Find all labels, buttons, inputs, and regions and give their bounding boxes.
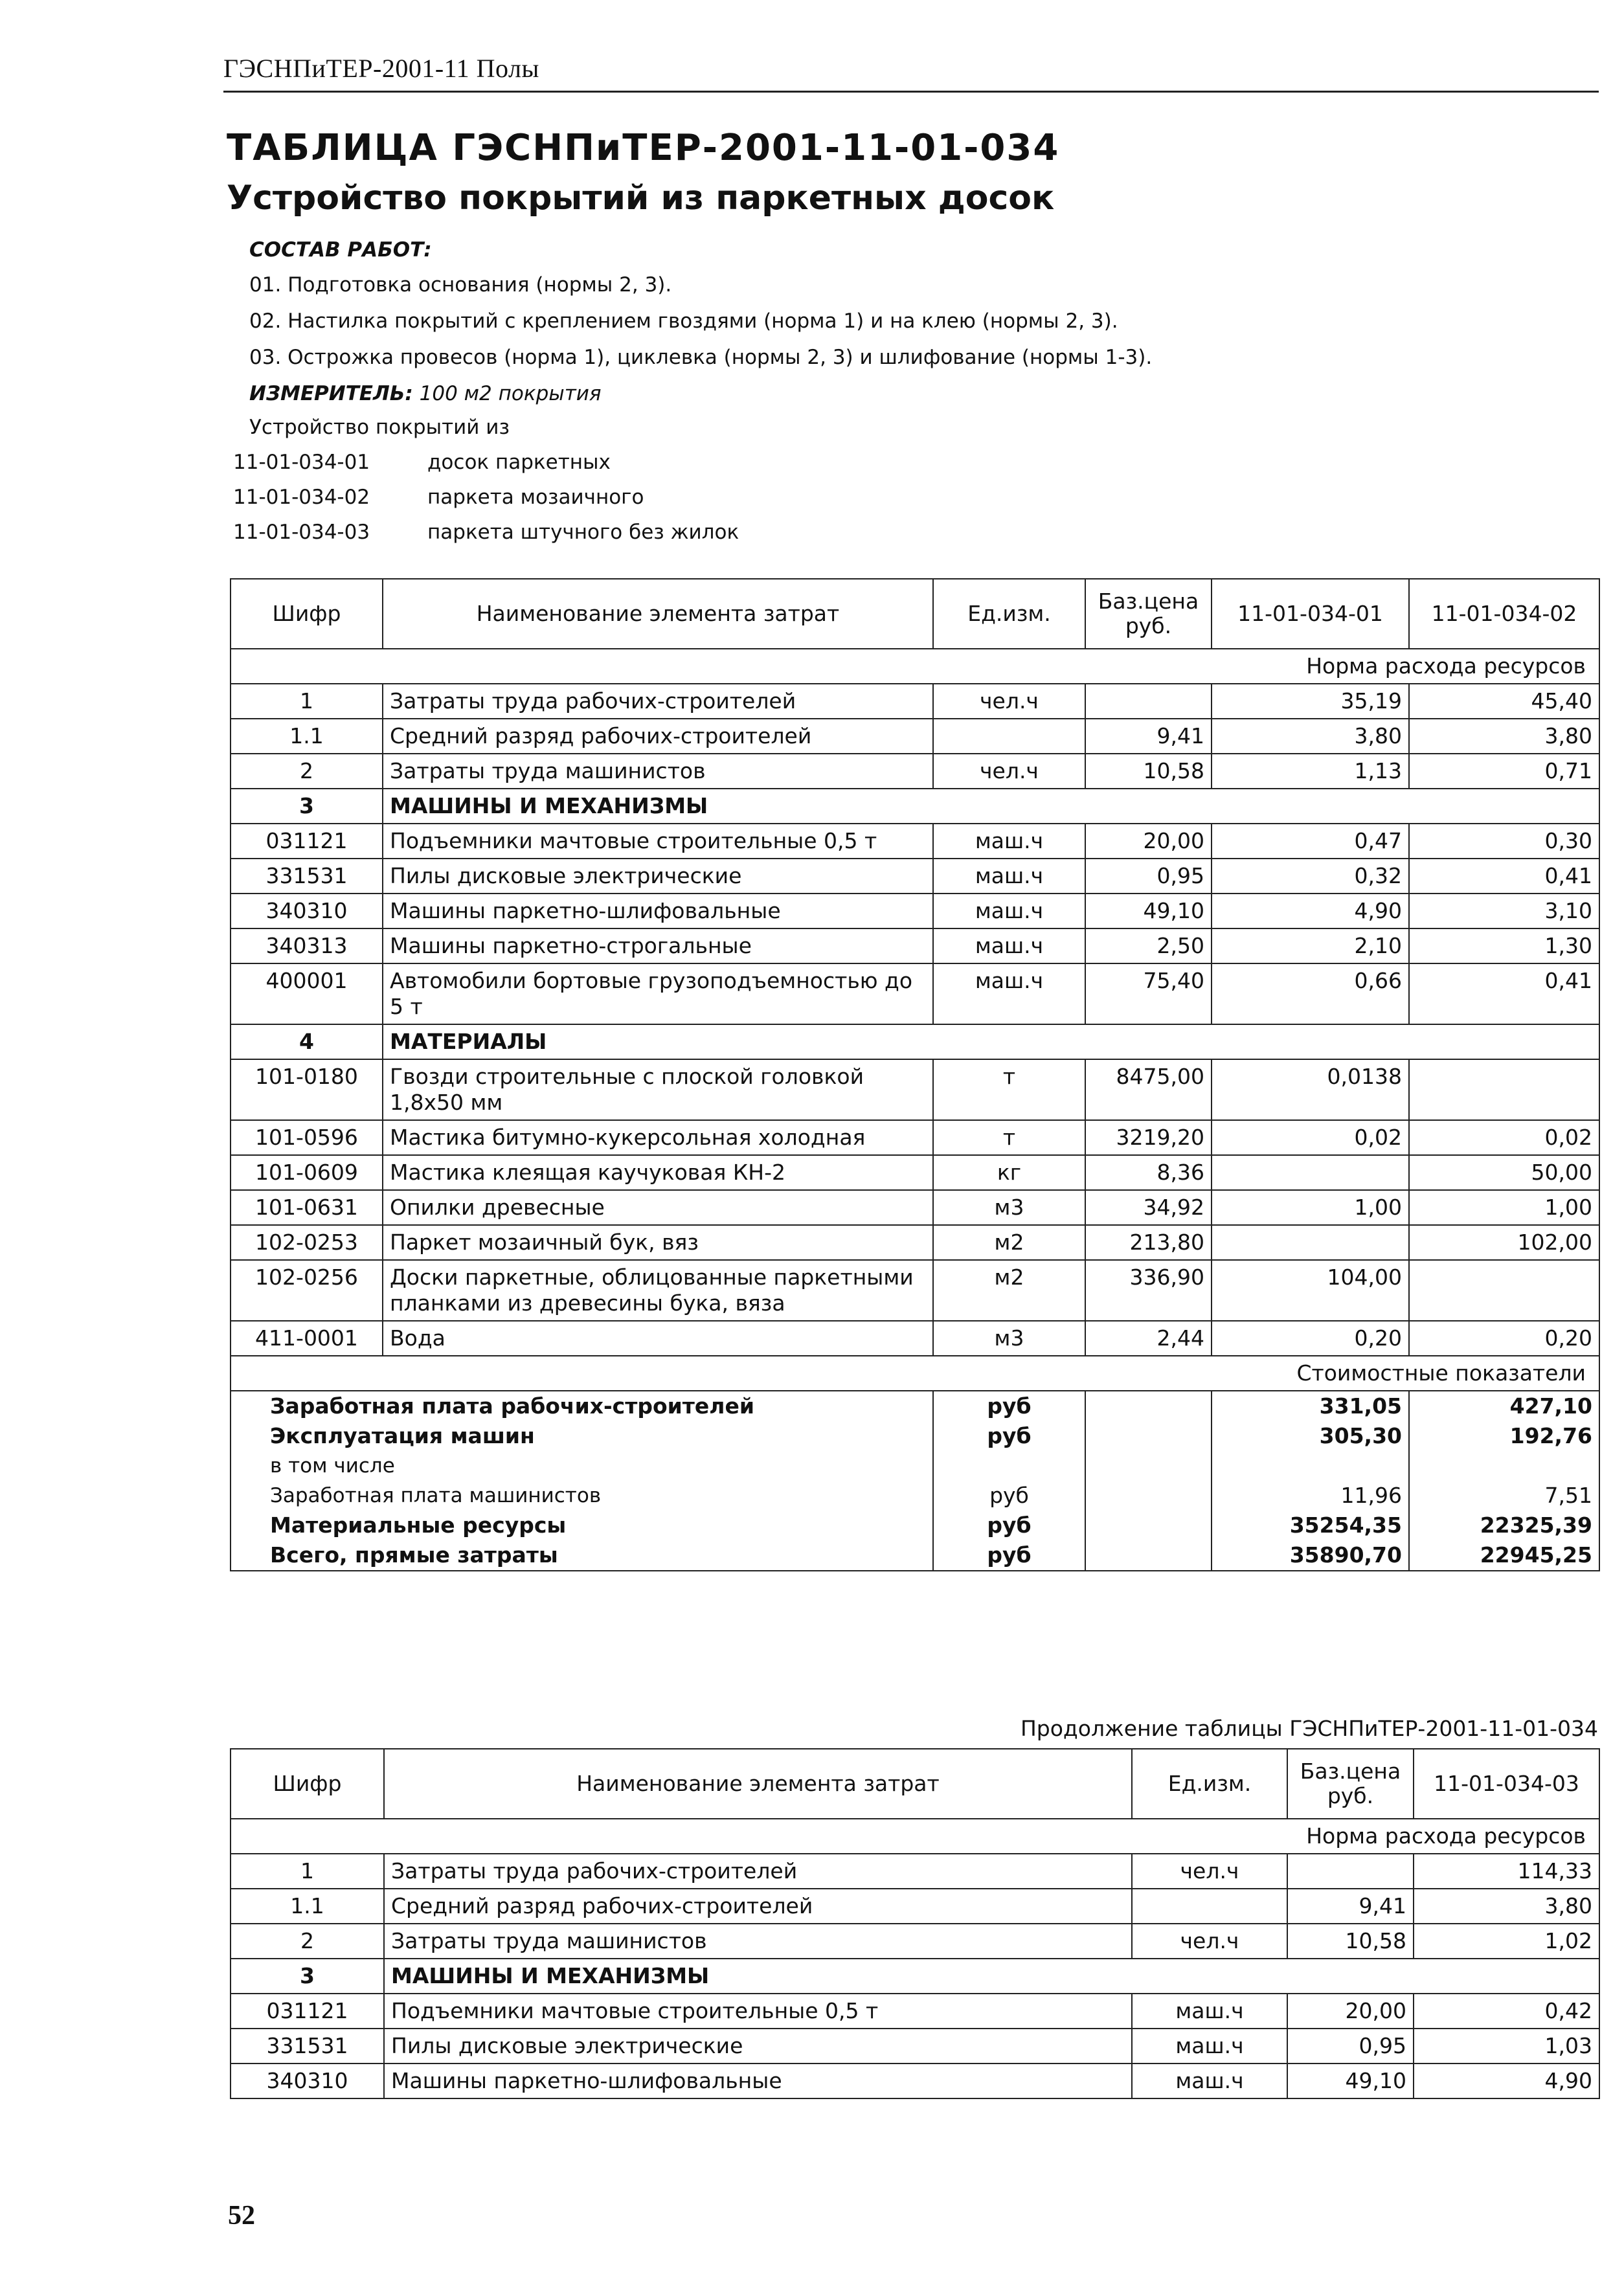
row-unit: м2 xyxy=(933,1260,1085,1321)
cost-row xyxy=(231,1540,1599,1571)
measure-value: 100 м2 покрытия xyxy=(419,382,602,405)
table-header-row xyxy=(231,579,1599,649)
row-unit: кг xyxy=(933,1155,1085,1190)
row-value-col2 xyxy=(1409,1260,1599,1321)
row-value-col1: 4,90 xyxy=(1212,894,1409,928)
table-subtitle: Устройство покрытий из паркетных досок xyxy=(227,179,1055,218)
cost-price-empty xyxy=(1085,1481,1212,1511)
row-value-col3: 1,02 xyxy=(1414,1924,1599,1959)
row-price: 336,90 xyxy=(1085,1260,1212,1321)
row-name: Пилы дисковые электрические xyxy=(384,2029,1132,2064)
row-unit: маш.ч xyxy=(933,963,1085,1024)
row-value-col2: 0,02 xyxy=(1409,1120,1599,1155)
norm-code-line-1 xyxy=(233,451,611,474)
row-value-col1 xyxy=(1212,1155,1409,1190)
row-price: 8475,00 xyxy=(1085,1059,1212,1120)
cost-price-empty xyxy=(1085,1391,1212,1421)
row-value-col2: 3,10 xyxy=(1409,894,1599,928)
row-value-col1: 104,00 xyxy=(1212,1260,1409,1321)
section-number: 3 xyxy=(231,789,383,824)
cost-value-col1: 35254,35 xyxy=(1212,1511,1409,1540)
row-value-col1: 0,02 xyxy=(1212,1120,1409,1155)
row-price: 20,00 xyxy=(1287,1994,1414,2029)
cost-name: Материальные ресурсы xyxy=(231,1511,933,1540)
row-name: Вода xyxy=(383,1321,933,1356)
row-name: Средний разряд рабочих-строителей xyxy=(384,1889,1132,1924)
cost-value-col1: 35890,70 xyxy=(1212,1540,1409,1571)
row-value-col1: 35,19 xyxy=(1212,684,1409,719)
row-unit: чел.ч xyxy=(1132,1924,1287,1959)
stoimost-band-row xyxy=(231,1356,1599,1391)
measure-line xyxy=(249,382,602,405)
row-unit: маш.ч xyxy=(1132,1994,1287,2029)
resource-table-main xyxy=(230,578,1600,1571)
row-name: Мастика битумно-кукерсольная холодная xyxy=(383,1120,933,1155)
table-row xyxy=(231,2064,1599,2098)
row-code: 1.1 xyxy=(231,719,383,754)
row-value-col2: 50,00 xyxy=(1409,1155,1599,1190)
row-value-col1: 0,0138 xyxy=(1212,1059,1409,1120)
row-price: 10,58 xyxy=(1287,1924,1414,1959)
row-value-col3: 114,33 xyxy=(1414,1854,1599,1889)
norm-code-line-2 xyxy=(233,486,644,509)
row-value-col2: 45,40 xyxy=(1409,684,1599,719)
norma-band-row xyxy=(231,1819,1599,1854)
measure-label: ИЗМЕРИТЕЛЬ: xyxy=(249,382,413,405)
table-row xyxy=(231,1321,1599,1356)
row-name: Затраты труда машинистов xyxy=(383,754,933,789)
stoimost-band: Стоимостные показатели xyxy=(231,1356,1599,1391)
row-code: 101-0596 xyxy=(231,1120,383,1155)
row-code: 2 xyxy=(231,754,383,789)
row-value-col1: 2,10 xyxy=(1212,928,1409,963)
table-row xyxy=(231,1190,1599,1225)
row-price: 49,10 xyxy=(1287,2064,1414,2098)
row-value-col2: 1,00 xyxy=(1409,1190,1599,1225)
row-code: 1 xyxy=(231,1854,384,1889)
row-value-col3: 1,03 xyxy=(1414,2029,1599,2064)
cost-price-empty xyxy=(1085,1451,1212,1481)
row-price: 213,80 xyxy=(1085,1225,1212,1260)
table-row xyxy=(231,719,1599,754)
row-value-col3: 0,42 xyxy=(1414,1994,1599,2029)
row-price: 8,36 xyxy=(1085,1155,1212,1190)
table-row xyxy=(231,1854,1599,1889)
table-row xyxy=(231,963,1599,1024)
norm-code: 11-01-034-02 xyxy=(233,486,370,509)
row-name: Подъемники мачтовые строительные 0,5 т xyxy=(383,824,933,859)
cost-value-col2: 427,10 xyxy=(1409,1391,1599,1421)
row-name: Мастика клеящая каучуковая КН-2 xyxy=(383,1155,933,1190)
header-name: Наименование элемента затрат xyxy=(384,1749,1132,1819)
continuation-note: Продолжение таблицы ГЭСНПиТЕР-2001-11-01-034 xyxy=(1020,1716,1598,1741)
section-row xyxy=(231,789,1599,824)
row-code: 1 xyxy=(231,684,383,719)
header-unit: Ед.изм. xyxy=(933,579,1085,649)
work-item-3: 03. Острожка провесов (норма 1), циклевка (нормы 2, 3) и шлифование (нормы 1-3). xyxy=(249,346,1153,369)
row-value-col1: 1,00 xyxy=(1212,1190,1409,1225)
norm-code: 11-01-034-03 xyxy=(233,521,370,544)
row-unit: маш.ч xyxy=(1132,2029,1287,2064)
row-value-col2: 0,20 xyxy=(1409,1321,1599,1356)
row-value-col1: 0,20 xyxy=(1212,1321,1409,1356)
norm-code-name: паркета мозаичного xyxy=(427,486,644,509)
row-name: Затраты труда рабочих-строителей xyxy=(384,1854,1132,1889)
row-price: 9,41 xyxy=(1287,1889,1414,1924)
row-name: Машины паркетно-шлифовальные xyxy=(384,2064,1132,2098)
cost-unit: руб xyxy=(933,1511,1085,1540)
row-name: Гвозди строительные с плоской головкой 1,8х50 мм xyxy=(383,1059,933,1120)
row-name: Подъемники мачтовые строительные 0,5 т xyxy=(384,1994,1132,2029)
row-value-col2: 102,00 xyxy=(1409,1225,1599,1260)
row-unit xyxy=(933,719,1085,754)
row-price: 34,92 xyxy=(1085,1190,1212,1225)
table-row xyxy=(231,1994,1599,2029)
norma-band: Норма расхода ресурсов xyxy=(231,1819,1599,1854)
table-row xyxy=(231,1059,1599,1120)
work-item-2: 02. Настилка покрытий с креплением гвоздями (норма 1) и на клею (нормы 2, 3). xyxy=(249,309,1118,333)
header-name: Наименование элемента затрат xyxy=(383,579,933,649)
table-row xyxy=(231,1924,1599,1959)
row-value-col2: 1,30 xyxy=(1409,928,1599,963)
cost-value-col2: 192,76 xyxy=(1409,1421,1599,1451)
table-row xyxy=(231,1889,1599,1924)
header-rule xyxy=(223,91,1599,93)
construction-intro: Устройство покрытий из xyxy=(249,416,510,439)
table-row xyxy=(231,1155,1599,1190)
cost-price-empty xyxy=(1085,1421,1212,1451)
row-price: 9,41 xyxy=(1085,719,1212,754)
cost-value-col1: 305,30 xyxy=(1212,1421,1409,1451)
row-name: Доски паркетные, облицованные паркетными планками из древесины бука, вяза xyxy=(383,1260,933,1321)
norma-band-row xyxy=(231,649,1599,684)
section-title: МАШИНЫ И МЕХАНИЗМЫ xyxy=(384,1959,1599,1994)
row-value-col1: 1,13 xyxy=(1212,754,1409,789)
row-unit: маш.ч xyxy=(933,824,1085,859)
row-price xyxy=(1085,684,1212,719)
row-value-col1: 0,32 xyxy=(1212,859,1409,894)
row-code: 331531 xyxy=(231,2029,384,2064)
row-unit: маш.ч xyxy=(1132,2064,1287,2098)
row-unit: чел.ч xyxy=(933,754,1085,789)
row-unit: м2 xyxy=(933,1225,1085,1260)
table-title: ТАБЛИЦА ГЭСНПиТЕР-2001-11-01-034 xyxy=(227,127,1060,169)
cost-name: Всего, прямые затраты xyxy=(231,1540,933,1571)
row-code: 400001 xyxy=(231,963,383,1024)
row-value-col3: 3,80 xyxy=(1414,1889,1599,1924)
row-value-col2: 0,71 xyxy=(1409,754,1599,789)
norm-code: 11-01-034-01 xyxy=(233,451,370,474)
row-unit: маш.ч xyxy=(933,894,1085,928)
cost-row xyxy=(231,1391,1599,1421)
table-row xyxy=(231,1120,1599,1155)
row-name: Паркет мозаичный бук, вяз xyxy=(383,1225,933,1260)
norma-band: Норма расхода ресурсов xyxy=(231,649,1599,684)
row-code: 031121 xyxy=(231,824,383,859)
page-number: 52 xyxy=(228,2201,255,2231)
row-name: Затраты труда машинистов xyxy=(384,1924,1132,1959)
row-value-col2: 0,41 xyxy=(1409,963,1599,1024)
row-price xyxy=(1287,1854,1414,1889)
table-row xyxy=(231,894,1599,928)
norm-code-name: досок паркетных xyxy=(427,451,611,474)
row-name: Машины паркетно-строгальные xyxy=(383,928,933,963)
cost-name: Заработная плата рабочих-строителей xyxy=(231,1391,933,1421)
header-unit: Ед.изм. xyxy=(1132,1749,1287,1819)
section-title: МАШИНЫ И МЕХАНИЗМЫ xyxy=(383,789,1599,824)
row-code: 1.1 xyxy=(231,1889,384,1924)
cost-unit: руб xyxy=(933,1391,1085,1421)
row-value-col2: 0,41 xyxy=(1409,859,1599,894)
row-unit: м3 xyxy=(933,1321,1085,1356)
row-code: 101-0609 xyxy=(231,1155,383,1190)
row-price: 0,95 xyxy=(1287,2029,1414,2064)
row-unit: маш.ч xyxy=(933,859,1085,894)
row-value-col1 xyxy=(1212,1225,1409,1260)
cost-row xyxy=(231,1481,1599,1511)
cost-row xyxy=(231,1421,1599,1451)
table-row xyxy=(231,1225,1599,1260)
cost-value-col2 xyxy=(1409,1451,1599,1481)
row-price: 49,10 xyxy=(1085,894,1212,928)
row-unit: м3 xyxy=(933,1190,1085,1225)
row-code: 102-0256 xyxy=(231,1260,383,1321)
section-row xyxy=(231,1024,1599,1059)
cost-value-col1 xyxy=(1212,1451,1409,1481)
section-number: 4 xyxy=(231,1024,383,1059)
row-name: Пилы дисковые электрические xyxy=(383,859,933,894)
row-price: 2,44 xyxy=(1085,1321,1212,1356)
cost-row xyxy=(231,1511,1599,1540)
cost-unit xyxy=(933,1451,1085,1481)
cost-name: в том числе xyxy=(231,1451,933,1481)
row-code: 102-0253 xyxy=(231,1225,383,1260)
header-col3: 11-01-034-03 xyxy=(1414,1749,1599,1819)
cost-unit: руб xyxy=(933,1540,1085,1571)
header-shifr: Шифр xyxy=(231,1749,384,1819)
row-code: 340313 xyxy=(231,928,383,963)
section-row xyxy=(231,1959,1599,1994)
row-value-col1: 3,80 xyxy=(1212,719,1409,754)
row-code: 2 xyxy=(231,1924,384,1959)
header-price: Баз.цена руб. xyxy=(1287,1749,1414,1819)
row-value-col2 xyxy=(1409,1059,1599,1120)
row-value-col2: 0,30 xyxy=(1409,824,1599,859)
cost-value-col2: 22325,39 xyxy=(1409,1511,1599,1540)
row-code: 331531 xyxy=(231,859,383,894)
cost-value-col2: 7,51 xyxy=(1409,1481,1599,1511)
row-value-col1: 0,66 xyxy=(1212,963,1409,1024)
row-code: 101-0631 xyxy=(231,1190,383,1225)
norm-code-line-3 xyxy=(233,521,739,544)
row-value-col3: 4,90 xyxy=(1414,2064,1599,2098)
header-shifr: Шифр xyxy=(231,579,383,649)
header-price: Баз.цена руб. xyxy=(1085,579,1212,649)
row-code: 031121 xyxy=(231,1994,384,2029)
cost-name: Заработная плата машинистов xyxy=(231,1481,933,1511)
row-value-col1: 0,47 xyxy=(1212,824,1409,859)
cost-row xyxy=(231,1451,1599,1481)
header-col2: 11-01-034-02 xyxy=(1409,579,1599,649)
table-row xyxy=(231,928,1599,963)
work-composition-label: СОСТАВ РАБОТ: xyxy=(249,238,432,262)
cost-value-col1: 11,96 xyxy=(1212,1481,1409,1511)
row-code: 340310 xyxy=(231,894,383,928)
table-row xyxy=(231,859,1599,894)
row-price: 3219,20 xyxy=(1085,1120,1212,1155)
row-unit: чел.ч xyxy=(933,684,1085,719)
table-row xyxy=(231,754,1599,789)
cost-value-col2: 22945,25 xyxy=(1409,1540,1599,1571)
cost-unit: руб xyxy=(933,1421,1085,1451)
row-code: 101-0180 xyxy=(231,1059,383,1120)
row-value-col2: 3,80 xyxy=(1409,719,1599,754)
row-unit: маш.ч xyxy=(933,928,1085,963)
table-row xyxy=(231,684,1599,719)
row-code: 340310 xyxy=(231,2064,384,2098)
section-title: МАТЕРИАЛЫ xyxy=(383,1024,1599,1059)
row-price: 10,58 xyxy=(1085,754,1212,789)
row-unit: т xyxy=(933,1059,1085,1120)
row-name: Автомобили бортовые грузоподъемностью до 5 т xyxy=(383,963,933,1024)
row-name: Средний разряд рабочих-строителей xyxy=(383,719,933,754)
cost-price-empty xyxy=(1085,1540,1212,1571)
cost-unit: руб xyxy=(933,1481,1085,1511)
cost-price-empty xyxy=(1085,1511,1212,1540)
row-code: 411-0001 xyxy=(231,1321,383,1356)
row-name: Затраты труда рабочих-строителей xyxy=(383,684,933,719)
section-number: 3 xyxy=(231,1959,384,1994)
table-row xyxy=(231,824,1599,859)
row-unit: чел.ч xyxy=(1132,1854,1287,1889)
row-unit: т xyxy=(933,1120,1085,1155)
row-name: Опилки древесные xyxy=(383,1190,933,1225)
table-header-row xyxy=(231,1749,1599,1819)
cost-name: Эксплуатация машин xyxy=(231,1421,933,1451)
resource-table-continuation xyxy=(230,1748,1600,2099)
header-col1: 11-01-034-01 xyxy=(1212,579,1409,649)
cost-value-col1: 331,05 xyxy=(1212,1391,1409,1421)
row-unit xyxy=(1132,1889,1287,1924)
row-price: 2,50 xyxy=(1085,928,1212,963)
norm-code-name: паркета штучного без жилок xyxy=(427,521,739,544)
running-head: ГЭСНПиТЕР-2001-11 Полы xyxy=(223,54,539,83)
table-row xyxy=(231,2029,1599,2064)
row-price: 20,00 xyxy=(1085,824,1212,859)
row-name: Машины паркетно-шлифовальные xyxy=(383,894,933,928)
row-price: 0,95 xyxy=(1085,859,1212,894)
row-price: 75,40 xyxy=(1085,963,1212,1024)
table-row xyxy=(231,1260,1599,1321)
work-item-1: 01. Подготовка основания (нормы 2, 3). xyxy=(249,273,672,297)
